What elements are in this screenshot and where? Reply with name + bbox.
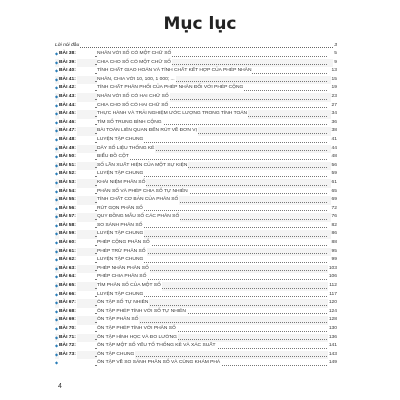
bullet-icon: ◆ <box>55 265 59 271</box>
lesson-title: TÍNH CHẤT GIAO HOÁN VÀ TÍNH CHẤT KẾT HỢP CỦA PHÉP NHÂN <box>97 67 252 76</box>
lesson-number: BÀI 64: <box>59 273 77 282</box>
lesson-number: BÀI 42: <box>59 84 77 93</box>
lesson-page: 149 <box>328 359 337 368</box>
toc-entry[interactable] <box>55 50 337 59</box>
lesson-page: 128 <box>328 316 337 325</box>
toc-entry[interactable] <box>55 205 337 214</box>
lesson-title: RÚT GỌN PHÂN SỐ <box>97 205 144 214</box>
toc-entry[interactable] <box>55 265 337 274</box>
toc-entry[interactable] <box>55 59 337 68</box>
toc-entry[interactable] <box>55 93 337 102</box>
lesson-page: 41 <box>331 136 337 145</box>
lesson-number: BÀI 39: <box>59 59 77 68</box>
lesson-number: BÀI 72: <box>59 342 77 351</box>
lesson-number: BÀI 67: <box>59 299 77 308</box>
lesson-page: 9 <box>333 59 337 68</box>
lesson-number: BÀI 61: <box>59 248 77 257</box>
toc-list <box>55 50 337 368</box>
lesson-title: LUYỆN TẬP CHUNG <box>97 136 144 145</box>
lesson-title: LUYỆN TẬP CHUNG <box>97 291 144 300</box>
toc-entry[interactable] <box>55 179 337 188</box>
lesson-page: 99 <box>331 256 337 265</box>
lesson-page: 13 <box>331 67 337 76</box>
lesson-number: BÀI 65: <box>59 282 77 291</box>
lesson-page: 69 <box>331 196 337 205</box>
lesson-title: ÔN TẬP CHUNG <box>97 351 135 360</box>
lesson-number: BÀI 48: <box>59 136 77 145</box>
lesson-page: 82 <box>331 222 337 231</box>
bullet-icon: ◆ <box>55 76 59 82</box>
lesson-number: BÀI 45: <box>59 110 77 119</box>
bullet-icon: ◆ <box>55 102 59 108</box>
lesson-title: SO SÁNH PHÂN SỐ <box>97 222 143 231</box>
bullet-icon: ◆ <box>55 162 59 168</box>
toc-entry[interactable] <box>55 282 337 291</box>
lesson-page: 27 <box>331 102 337 111</box>
lesson-page: 65 <box>331 188 337 197</box>
lesson-page: 88 <box>331 239 337 248</box>
lesson-number: BÀI 70: <box>59 325 77 334</box>
lesson-page: 117 <box>328 291 337 300</box>
lesson-title: PHÂN SỐ VÀ PHÉP CHIA SỐ TỰ NHIÊN <box>97 188 189 197</box>
toc-entry[interactable] <box>55 153 337 162</box>
lesson-title: DÃY SỐ LIỆU THỐNG KÊ <box>97 145 155 154</box>
bullet-icon: ◆ <box>55 343 59 349</box>
bullet-icon: ◆ <box>55 291 59 297</box>
lesson-title: LUYỆN TẬP CHUNG <box>97 170 144 179</box>
lesson-title: THỰC HÀNH VÀ TRẢI NGHIỆM ƯỚC LƯỢNG TRONG TÍNH TOÁN <box>97 110 248 119</box>
lesson-title: ÔN TẬP PHÉP TÍNH VỚI SỐ TỰ NHIÊN <box>97 308 187 317</box>
lesson-page: 124 <box>328 308 337 317</box>
toc-entry[interactable] <box>55 76 337 85</box>
lesson-page: 136 <box>328 334 337 343</box>
lesson-title: ÔN TẬP VỀ SO SÁNH PHÂN SỐ VÀ CÙNG KHÁM PHÁ <box>97 359 221 368</box>
lesson-number: BÀI 73: <box>59 351 77 360</box>
lesson-page: 76 <box>331 213 337 222</box>
toc-entry[interactable] <box>55 84 337 93</box>
lesson-page: 5 <box>333 50 337 59</box>
bullet-icon: ◆ <box>55 300 59 306</box>
lesson-number: BÀI 38: <box>59 50 77 59</box>
toc-entry[interactable] <box>55 359 337 368</box>
toc-entry[interactable] <box>55 213 337 222</box>
toc-entry[interactable] <box>55 230 337 239</box>
bullet-icon: ◆ <box>55 179 59 185</box>
lesson-number: BÀI 68: <box>59 308 77 317</box>
lesson-title: ÔN TẬP PHÂN SỐ <box>97 316 139 325</box>
lesson-number: BÀI 55: <box>59 196 77 205</box>
lesson-number: BÀI 54: <box>59 188 77 197</box>
lesson-page: 23 <box>331 93 337 102</box>
toc-entry[interactable] <box>55 325 337 334</box>
lesson-number: BÀI 50: <box>59 153 77 162</box>
toc-entry[interactable] <box>55 222 337 231</box>
lesson-title: QUY ĐỒNG MẪU SỐ CÁC PHÂN SỐ <box>97 213 180 222</box>
bullet-icon: ◆ <box>55 119 59 125</box>
lesson-page: 59 <box>331 170 337 179</box>
lesson-number: BÀI 63: <box>59 265 77 274</box>
lesson-number: BÀI 59: <box>59 230 77 239</box>
toc-entry[interactable] <box>55 239 337 248</box>
toc-entry[interactable] <box>55 256 337 265</box>
lesson-title: TÌM PHÂN SỐ CỦA MỘT SỐ <box>97 282 162 291</box>
bullet-icon: ◆ <box>55 128 59 134</box>
lesson-page: 86 <box>331 230 337 239</box>
toc-entry[interactable] <box>55 316 337 325</box>
toc-entry[interactable] <box>55 127 337 136</box>
lesson-title: PHÉP CHIA PHÂN SỐ <box>97 273 147 282</box>
lesson-number: BÀI 41: <box>59 76 77 85</box>
bullet-icon: ◆ <box>55 326 59 331</box>
lesson-number: BÀI 52: <box>59 170 77 179</box>
bullet-icon: ◆ <box>55 222 59 228</box>
toc-entry[interactable] <box>55 334 337 343</box>
bullet-icon: ◆ <box>55 317 59 323</box>
lesson-title: ÔN TẬP MỘT SỐ YẾU TỐ THỐNG KÊ VÀ XÁC SUẤT <box>97 342 217 351</box>
toc-entry[interactable] <box>55 291 337 300</box>
bullet-icon: ◆ <box>55 93 59 99</box>
lesson-title: NHÂN, CHIA VỚI 10, 100, 1 000; ... <box>97 76 176 85</box>
bullet-icon: ◆ <box>55 85 59 91</box>
lesson-title: CHIA CHO SỐ CÓ MỘT CHỮ SỐ <box>97 59 172 68</box>
lesson-title: LUYỆN TẬP CHUNG <box>97 230 144 239</box>
lesson-title: SỐ LẦN XUẤT HIỆN CỦA MỘT SỰ KIỆN <box>97 162 188 171</box>
lesson-page: 112 <box>328 282 337 291</box>
bullet-icon: ◆ <box>55 274 59 280</box>
lesson-number: BÀI 46: <box>59 119 77 128</box>
leader-dots <box>95 159 327 160</box>
lesson-number: BÀI 56: <box>59 205 77 214</box>
lesson-page: 15 <box>331 76 337 85</box>
lesson-page: 106 <box>328 273 337 282</box>
bullet-icon: ◆ <box>55 205 59 211</box>
toc-entry[interactable] <box>55 342 337 351</box>
lesson-title: ÔN TẬP PHÉP TÍNH VỚI PHÂN SỐ <box>97 325 177 334</box>
lesson-number: BÀI 66: <box>59 291 77 300</box>
lesson-title: PHÉP NHÂN PHÂN SỐ <box>97 265 150 274</box>
lesson-page: 34 <box>331 110 337 119</box>
lesson-title: NHÂN VỚI SỐ CÓ HAI CHỮ SỐ <box>97 93 170 102</box>
lesson-number: BÀI 49: <box>59 145 77 154</box>
lesson-title: CHIA CHO SỐ CÓ HAI CHỮ SỐ <box>97 102 169 111</box>
lesson-title: BIỂU ĐỒ CỘT <box>97 153 130 162</box>
toc-entry[interactable] <box>55 299 337 308</box>
toc-entry[interactable] <box>55 102 337 111</box>
toc-entry[interactable] <box>55 170 337 179</box>
lesson-number: BÀI 51: <box>59 162 77 171</box>
lesson-page: 61 <box>331 179 337 188</box>
bullet-icon: ◆ <box>55 283 59 289</box>
bullet-icon: ◆ <box>55 214 59 220</box>
bullet-icon: ◆ <box>55 68 59 74</box>
bullet-icon: ◆ <box>55 308 59 314</box>
lesson-number: BÀI 60: <box>59 239 77 248</box>
lesson-page: 48 <box>331 153 337 162</box>
toc-entry[interactable] <box>55 67 337 76</box>
intro-page: 3 <box>334 43 337 48</box>
lesson-title: ÔN TẬP SỐ TỰ NHIÊN <box>97 299 149 308</box>
lesson-title: PHÉP TRỪ PHÂN SỐ <box>97 248 147 257</box>
lesson-number: BÀI 62: <box>59 256 77 265</box>
lesson-title: LUYỆN TẬP CHUNG <box>97 256 144 265</box>
lesson-title: TÍNH CHẤT PHÂN PHỐI CỦA PHÉP NHÂN ĐỐI VỚI PHÉP CỘNG <box>97 84 244 93</box>
intro-entry[interactable] <box>55 42 337 50</box>
bullet-icon: ◆ <box>55 188 59 194</box>
bullet-icon: ◆ <box>55 111 59 117</box>
bullet-icon: ◆ <box>55 248 59 254</box>
bullet-icon: ◆ <box>55 154 59 160</box>
lesson-page: 72 <box>331 205 337 214</box>
bullet-icon: ◆ <box>55 360 59 366</box>
lesson-page: 44 <box>331 145 337 154</box>
page-title: Mục lục <box>163 14 237 34</box>
lesson-page: 103 <box>328 265 337 274</box>
lesson-number: BÀI 43: <box>59 93 77 102</box>
lesson-number: BÀI 53: <box>59 179 77 188</box>
lesson-title: NHÂN VỚI SỐ CÓ MỘT CHỮ SỐ <box>97 50 172 59</box>
toc-entry[interactable] <box>55 162 337 171</box>
lesson-title: ÔN TẬP HÌNH HỌC VÀ ĐO LƯỜNG <box>97 334 178 343</box>
lesson-page: 95 <box>331 248 337 257</box>
bullet-icon: ◆ <box>55 240 59 246</box>
lesson-page: 56 <box>331 162 337 171</box>
lesson-page: 36 <box>331 119 337 128</box>
lesson-title: PHÉP CỘNG PHÂN SỐ <box>97 239 151 248</box>
toc-entry[interactable] <box>55 188 337 197</box>
lesson-page: 141 <box>328 342 337 351</box>
intro-label: Lời nói đầu <box>55 43 80 48</box>
toc-entry[interactable] <box>55 119 337 128</box>
toc-entry[interactable] <box>55 145 337 154</box>
toc-entry[interactable] <box>55 308 337 317</box>
bullet-icon: ◆ <box>55 351 59 357</box>
lesson-number: BÀI 57: <box>59 213 77 222</box>
bullet-icon: ◆ <box>55 257 59 263</box>
lesson-page: 143 <box>328 351 337 360</box>
bullet-icon: ◆ <box>55 231 59 237</box>
toc-entry[interactable] <box>55 351 337 360</box>
bullet-icon: ◆ <box>55 171 59 177</box>
bullet-icon: ◆ <box>55 59 59 65</box>
lesson-number: BÀI 69: <box>59 316 77 325</box>
lesson-page: 19 <box>331 84 337 93</box>
toc-entry[interactable] <box>55 196 337 205</box>
lesson-title: KHÁI NIỆM PHÂN SỐ <box>97 179 146 188</box>
toc-entry[interactable] <box>55 110 337 119</box>
toc-entry[interactable] <box>55 136 337 145</box>
leader-dots <box>55 47 337 48</box>
bullet-icon: ◆ <box>55 334 59 340</box>
toc-entry[interactable] <box>55 248 337 257</box>
lesson-number: BÀI 47: <box>59 127 77 136</box>
lesson-title: TÌM SỐ TRUNG BÌNH CỘNG <box>97 119 163 128</box>
lesson-number: BÀI 58: <box>59 222 77 231</box>
lesson-page: 120 <box>328 299 337 308</box>
lesson-number: BÀI 44: <box>59 102 77 111</box>
lesson-page: 38 <box>331 127 337 136</box>
lesson-number: BÀI 40: <box>59 67 77 76</box>
toc-entry[interactable] <box>55 273 337 282</box>
page-number: 4 <box>58 383 62 390</box>
lesson-page: 130 <box>328 325 337 334</box>
bullet-icon: ◆ <box>55 136 59 142</box>
bullet-icon: ◆ <box>55 51 59 56</box>
lesson-number: BÀI 71: <box>59 334 77 343</box>
lesson-title: BÀI TOÁN LIÊN QUAN ĐẾN RÚT VỀ ĐƠN VỊ <box>97 127 198 136</box>
bullet-icon: ◆ <box>55 197 59 203</box>
lesson-title: TÍNH CHẤT CƠ BẢN CỦA PHÂN SỐ <box>97 196 179 205</box>
bullet-icon: ◆ <box>55 145 59 151</box>
